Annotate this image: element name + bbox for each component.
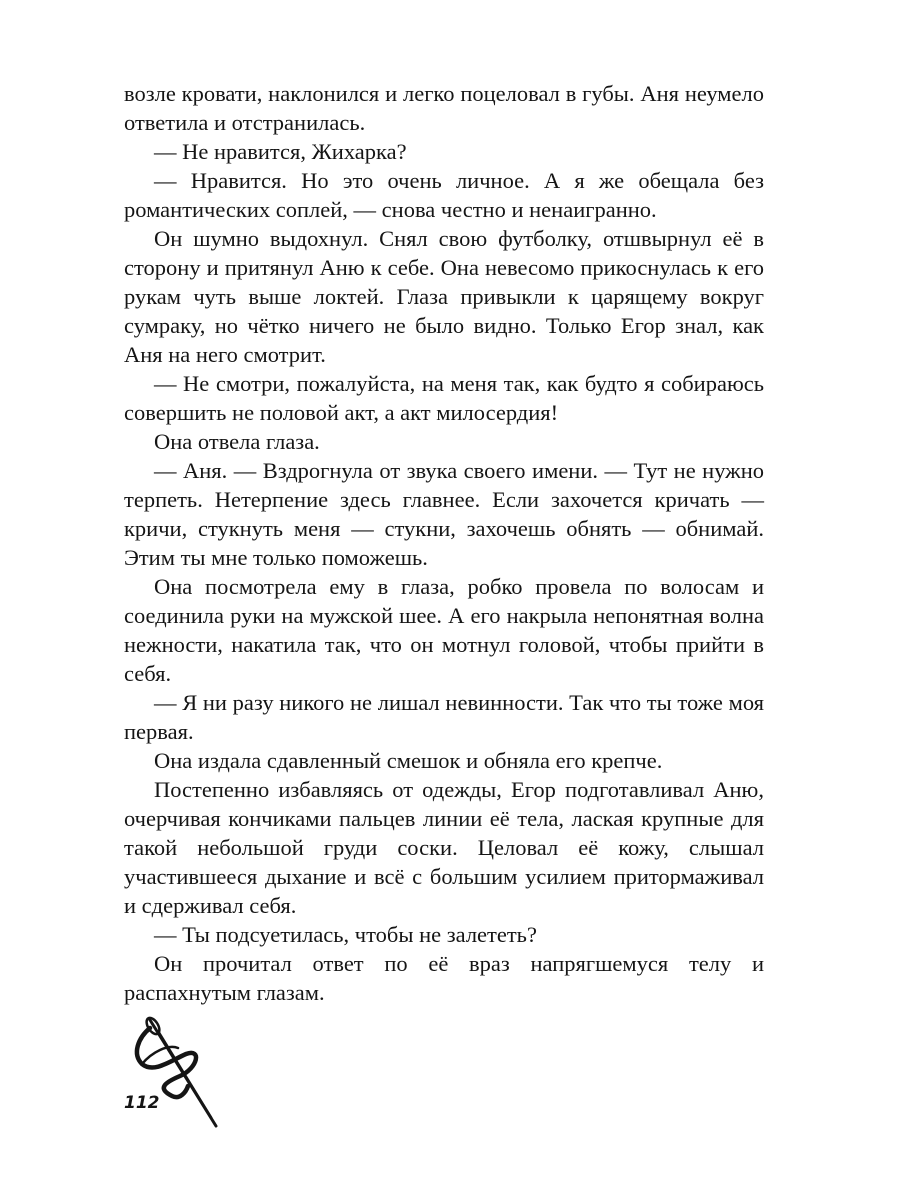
paragraph: Она издала сдавленный смешок и обняла его крепче. — [154, 748, 663, 773]
paragraph: Постепенно избавляясь от одежды, Егор подготавливал Аню, очерчивая кончиками пальцев линии её тела, лаская крупные для такой небольшой груди соски. Целовал её кожу, слышал участившееся дыхание и всё с большим усилием притормаживал и сдерживал себя. — [124, 777, 764, 918]
paragraph: Она посмотрела ему в глаза, робко провела по волосам и соединила руки на мужской шее. А его накрыла непонятная волна нежности, накатила так, что он мотнул головой, чтобы прийти в себя. — [124, 574, 764, 686]
paragraph: Он шумно выдохнул. Снял свою футболку, отшвырнул её в сторону и притянул Аню к себе. Она невесомо прикоснулась к его рукам чуть выше локтей. Глаза привыкли к царящему вокруг сумраку, но чётко ничего не было видно. Только Егор знал, как Аня на него смотрит. — [124, 226, 764, 367]
paragraph: — Не смотри, пожалуйста, на меня так, как будто я собираюсь совершить не половой акт, а акт милосердия! — [124, 371, 764, 425]
paragraph: — Аня. — Вздрогнула от звука своего имени. — Тут не нужно терпеть. Нетерпение здесь главнее. Если захочется кричать — кричи, стукнуть меня — стукни, захочешь обнять — обнимай. Этим ты мне только поможешь. — [124, 458, 764, 570]
paragraph: — Не нравится, Жихарка? — [154, 139, 407, 164]
page-number: 112 — [124, 1093, 160, 1113]
paragraph: — Ты подсуетилась, чтобы не залететь? — [154, 922, 537, 947]
body-text — [124, 79, 764, 1007]
paragraph: Он прочитал ответ по её враз напрягшемуся телу и распахнутым глазам. — [124, 951, 764, 1005]
paragraph: — Я ни разу никого не лишал невинности. Так что ты тоже моя первая. — [124, 690, 764, 744]
paragraph: Она отвела глаза. — [154, 429, 320, 454]
paragraph: возле кровати, наклонился и легко поцеловал в губы. Аня неумело ответила и отстранилась. — [124, 81, 764, 135]
paragraph: — Нравится. Но это очень личное. А я же обещала без романтических соплей, — снова честно и ненаигранно. — [124, 168, 764, 222]
